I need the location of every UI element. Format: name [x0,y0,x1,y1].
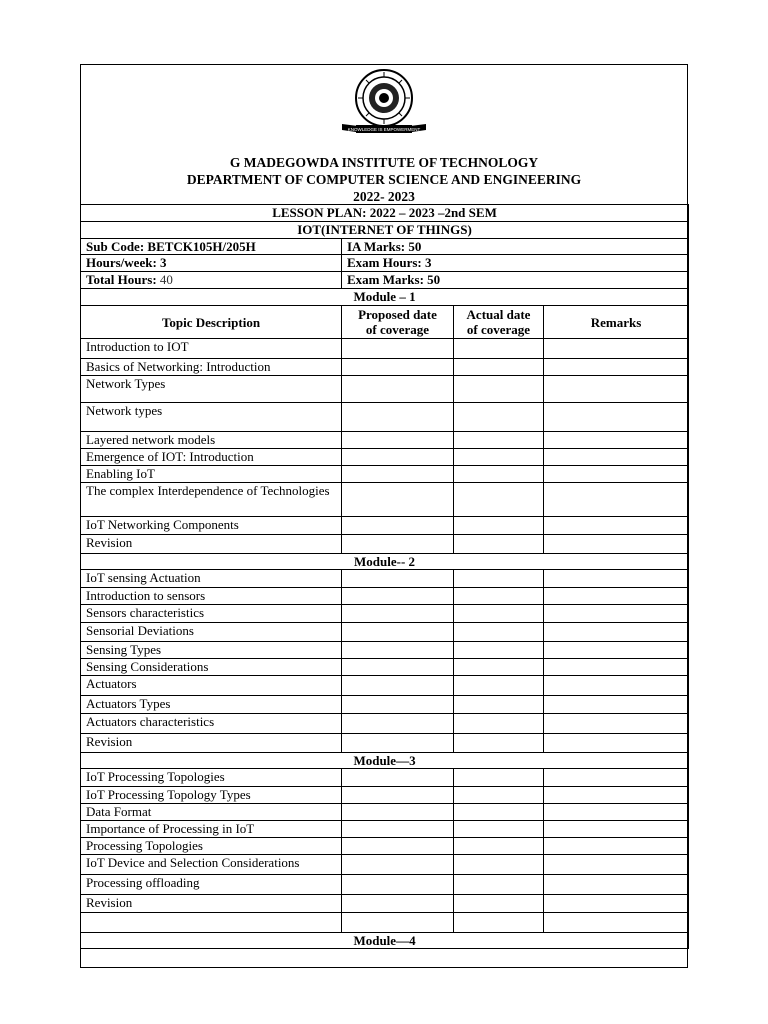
remarks-cell [544,605,689,623]
subject-title: IOT(INTERNET OF THINGS) [81,222,689,239]
hours-week: Hours/week: 3 [81,255,342,272]
total-hours-label: Total Hours: [86,272,157,287]
topic-cell: Actuators characteristics [81,714,342,734]
col-actual-line1: Actual date [466,307,531,322]
topic-cell: Sensing Considerations [81,659,342,676]
lesson-plan-table [80,204,689,949]
institute-name: G MADEGOWDA INSTITUTE OF TECHNOLOGY [229,155,539,170]
col-actual-line2: of coverage [466,322,531,337]
topic-cell: Sensorial Deviations [81,623,342,642]
actual-date-cell [454,821,544,838]
proposed-date-cell [342,517,454,535]
table-row [81,449,689,466]
proposed-date-cell [342,913,454,933]
proposed-date-cell [342,588,454,605]
col-actual-date [454,306,544,339]
topic-cell: Actuators Types [81,696,342,714]
actual-date-cell [454,714,544,734]
topic-cell: Sensors characteristics [81,605,342,623]
topic-cell: Introduction to sensors [81,588,342,605]
actual-date-cell [454,466,544,483]
remarks-cell [544,483,689,517]
proposed-date-cell [342,339,454,359]
proposed-date-cell [342,838,454,855]
topic-cell: Processing Topologies [81,838,342,855]
remarks-cell [544,588,689,605]
proposed-date-cell [342,466,454,483]
actual-date-cell [454,855,544,875]
proposed-date-cell [342,642,454,659]
remarks-cell [544,535,689,554]
proposed-date-cell [342,535,454,554]
academic-year: 2022- 2023 [353,189,415,204]
actual-date-cell [454,769,544,787]
table-row [81,821,689,838]
proposed-date-cell [342,875,454,895]
table-row [81,642,689,659]
remarks-cell [544,769,689,787]
table-row [81,605,689,623]
actual-date-cell [454,787,544,804]
topic-cell: Actuators [81,676,342,696]
actual-date-cell [454,838,544,855]
proposed-date-cell [342,714,454,734]
remarks-cell [544,676,689,696]
remarks-cell [544,913,689,933]
table-row [81,339,689,359]
topic-cell: The complex Interdependence of Technologies [81,483,342,517]
remarks-cell [544,714,689,734]
topic-cell: Enabling IoT [81,466,342,483]
topic-cell: Network Types [81,376,342,403]
actual-date-cell [454,913,544,933]
actual-date-cell [454,403,544,432]
proposed-date-cell [342,623,454,642]
topic-cell: Network types [81,403,342,432]
remarks-cell [544,855,689,875]
svg-text:KNOWLEDGE IS EMPOWERMENT: KNOWLEDGE IS EMPOWERMENT [347,127,421,133]
table-row [81,517,689,535]
remarks-cell [544,339,689,359]
proposed-date-cell [342,769,454,787]
table-row [81,838,689,855]
total-hours-value: 40 [159,272,173,287]
actual-date-cell [454,642,544,659]
proposed-date-cell [342,787,454,804]
table-row [81,376,689,403]
actual-date-cell [454,376,544,403]
table-row [81,466,689,483]
actual-date-cell [454,517,544,535]
remarks-cell [544,570,689,588]
proposed-date-cell [342,376,454,403]
table-row [81,403,689,432]
col-topic-description: Topic Description [81,306,342,339]
proposed-date-cell [342,734,454,753]
proposed-date-cell [342,895,454,913]
table-row [81,787,689,804]
actual-date-cell [454,734,544,753]
actual-date-cell [454,875,544,895]
remarks-cell [544,376,689,403]
actual-date-cell [454,359,544,376]
exam-hours: Exam Hours: 3 [342,255,689,272]
total-hours [81,272,342,289]
proposed-date-cell [342,605,454,623]
topic-cell: Introduction to IOT [81,339,342,359]
proposed-date-cell [342,659,454,676]
table-row [81,535,689,554]
col-proposed-line2: of coverage [365,322,430,337]
topic-cell [81,913,342,933]
table-row [81,588,689,605]
proposed-date-cell [342,359,454,376]
remarks-cell [544,359,689,376]
proposed-date-cell [342,483,454,517]
remarks-cell [544,875,689,895]
table-row [81,804,689,821]
actual-date-cell [454,570,544,588]
topic-cell: Processing offloading [81,875,342,895]
actual-date-cell [454,895,544,913]
topic-cell: Sensing Types [81,642,342,659]
proposed-date-cell [342,676,454,696]
topic-cell: Importance of Processing in IoT [81,821,342,838]
table-row [81,913,689,933]
table-row [81,769,689,787]
topic-cell: Revision [81,895,342,913]
col-proposed-line1: Proposed date [358,307,437,322]
exam-marks: Exam Marks: 50 [342,272,689,289]
table-row [81,623,689,642]
lesson-plan-title: LESSON PLAN: 2022 – 2023 –2nd SEM [81,205,689,222]
proposed-date-cell [342,821,454,838]
table-row [81,483,689,517]
actual-date-cell [454,659,544,676]
table-row [81,676,689,696]
topic-cell: IoT Device and Selection Considerations [81,855,342,875]
remarks-cell [544,804,689,821]
table-row [81,359,689,376]
actual-date-cell [454,535,544,554]
table-row [81,696,689,714]
table-row [81,895,689,913]
topic-cell: Basics of Networking: Introduction [81,359,342,376]
module-heading: Module – 1 [81,289,689,306]
remarks-cell [544,696,689,714]
department-name: DEPARTMENT OF COMPUTER SCIENCE AND ENGINEERING [186,172,582,187]
topic-cell: Emergence of IOT: Introduction [81,449,342,466]
remarks-cell [544,449,689,466]
actual-date-cell [454,696,544,714]
remarks-cell [544,821,689,838]
remarks-cell [544,659,689,676]
actual-date-cell [454,676,544,696]
sub-code: Sub Code: BETCK105H/205H [81,239,342,255]
remarks-cell [544,642,689,659]
topic-cell: IoT Processing Topology Types [81,787,342,804]
remarks-cell [544,517,689,535]
actual-date-cell [454,339,544,359]
proposed-date-cell [342,570,454,588]
actual-date-cell [454,605,544,623]
proposed-date-cell [342,403,454,432]
topic-cell: IoT sensing Actuation [81,570,342,588]
proposed-date-cell [342,696,454,714]
remarks-cell [544,895,689,913]
col-remarks: Remarks [544,306,689,339]
proposed-date-cell [342,432,454,449]
institute-logo [338,66,430,140]
table-row [81,875,689,895]
col-proposed-date [342,306,454,339]
module-heading: Module-- 2 [81,554,689,570]
topic-cell: Data Format [81,804,342,821]
proposed-date-cell [342,804,454,821]
remarks-cell [544,838,689,855]
topic-cell: IoT Processing Topologies [81,769,342,787]
table-row [81,432,689,449]
topic-cell: Layered network models [81,432,342,449]
module-heading: Module—3 [81,753,689,769]
remarks-cell [544,403,689,432]
actual-date-cell [454,432,544,449]
topic-cell: Revision [81,535,342,554]
actual-date-cell [454,449,544,466]
remarks-cell [544,466,689,483]
topic-cell: Revision [81,734,342,753]
actual-date-cell [454,588,544,605]
table-row [81,570,689,588]
table-row [81,855,689,875]
table-row [81,734,689,753]
ia-marks: IA Marks: 50 [342,239,689,255]
remarks-cell [544,432,689,449]
module-heading: Module—4 [81,933,689,949]
table-row [81,714,689,734]
topic-cell: IoT Networking Components [81,517,342,535]
actual-date-cell [454,483,544,517]
actual-date-cell [454,623,544,642]
remarks-cell [544,734,689,753]
proposed-date-cell [342,449,454,466]
remarks-cell [544,787,689,804]
proposed-date-cell [342,855,454,875]
remarks-cell [544,623,689,642]
actual-date-cell [454,804,544,821]
table-row [81,659,689,676]
